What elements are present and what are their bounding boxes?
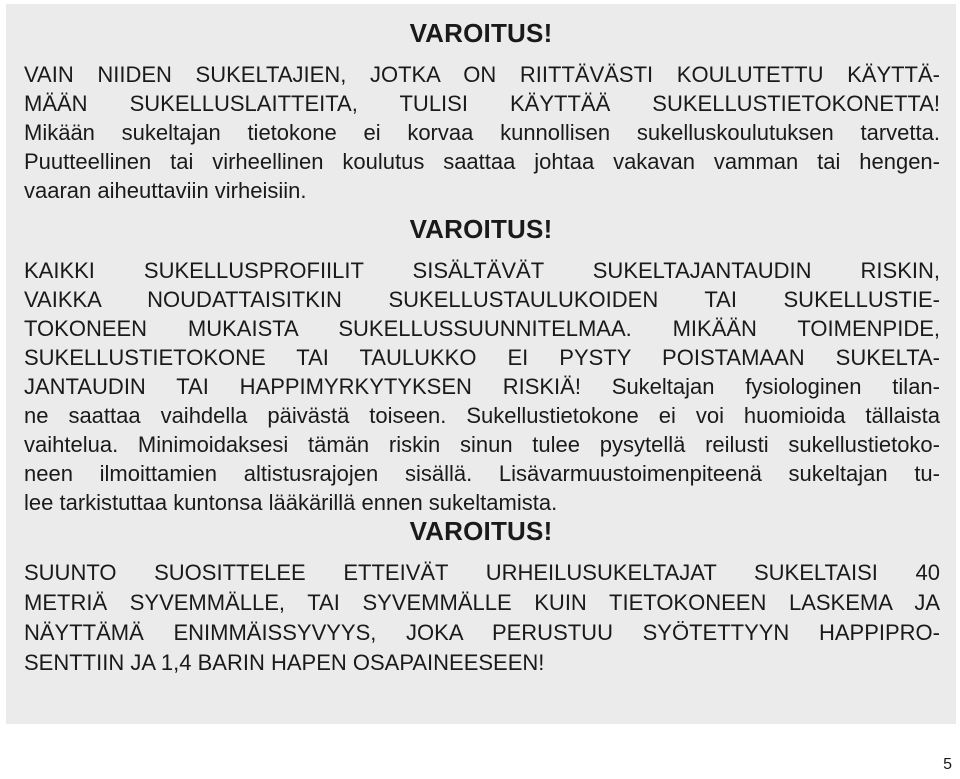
warning-1-line: Puutteellinen tai virheellinen koulutus saattaa johtaa vakavan vamman tai hengen- — [24, 149, 940, 174]
warning-2-line: VAIKKA NOUDATTAISITKIN SUKELLUSTAULUKOIDEN TAI SUKELLUSTIE- — [24, 287, 940, 312]
warning-2-line: JANTAUDIN TAI HAPPIMYRKYTYKSEN RISKIÄ! Sukeltajan fysiologinen tilan- — [24, 374, 940, 399]
warning-3-line: NÄYTTÄMÄ ENIMMÄISSYVYYS, JOKA PERUSTUU SYÖTETTYYN HAPPIPRO- — [24, 620, 940, 645]
warning-1-line: VAIN NIIDEN SUKELTAJIEN, JOTKA ON RIITTÄVÄSTI KOULUTETTU KÄYTTÄ- — [24, 62, 940, 87]
warning-2-line: SUKELLUSTIETOKONE TAI TAULUKKO EI PYSTY POISTAMAAN SUKELTA- — [24, 345, 940, 370]
warning-1-line: vaaran aiheuttaviin virheisiin. — [24, 178, 307, 203]
warning-2-line: ne saattaa vaihdella päivästä toiseen. Sukellustietokone ei voi huomioida tällaista — [24, 403, 940, 428]
warning-3-line: SENTTIIN JA 1,4 BARIN HAPEN OSAPAINEESEEN! — [24, 650, 545, 675]
warning-1-line: Mikään sukeltajan tietokone ei korvaa kunnollisen sukelluskoulutuksen tarvetta. — [24, 120, 940, 145]
warning-box — [6, 4, 956, 724]
warning-2-heading: VAROITUS! — [409, 214, 553, 244]
warning-2-line: KAIKKI SUKELLUSPROFIILIT SISÄLTÄVÄT SUKELTAJANTAUDIN RISKIN, — [24, 258, 940, 283]
warning-1-line: MÄÄN SUKELLUSLAITTEITA, TULISI KÄYTTÄÄ SUKELLUSTIETOKONETTA! — [24, 91, 940, 116]
warning-2-line: neen ilmoittamien altistusrajojen sisällä. Lisävarmuustoimenpiteenä sukeltajan tu- — [24, 461, 940, 486]
page-number: 5 — [943, 756, 952, 773]
warning-3-line: SUUNTO SUOSITTELEE ETTEIVÄT URHEILUSUKELTAJAT SUKELTAISI 40 — [24, 560, 940, 585]
warning-3-heading: VAROITUS! — [409, 516, 553, 546]
warning-1-heading: VAROITUS! — [409, 18, 553, 48]
warning-2-line: lee tarkistuttaa kuntonsa lääkärillä ennen sukeltamista. — [24, 490, 558, 515]
warning-2-line: vaihtelua. Minimoidaksesi tämän riskin sinun tulee pysytellä reilusti sukellustietoko- — [24, 432, 940, 457]
warning-2-line: TOKONEEN MUKAISTA SUKELLUSSUUNNITELMAA. MIKÄÄN TOIMENPIDE, — [24, 316, 940, 341]
warning-3-line: METRIÄ SYVEMMÄLLE, TAI SYVEMMÄLLE KUIN TIETOKONEEN LASKEMA JA — [24, 590, 940, 615]
